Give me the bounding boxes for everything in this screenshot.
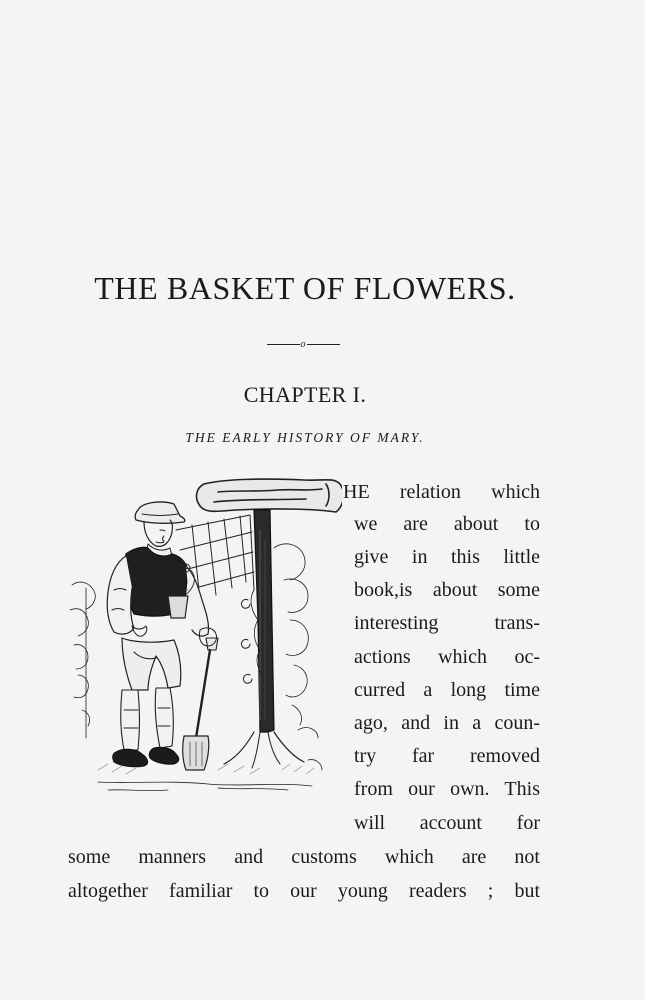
text-line-8: ago, and in a coun- bbox=[354, 712, 540, 734]
chapter-heading: CHAPTER I. bbox=[243, 382, 367, 407]
divider-line-left bbox=[267, 344, 300, 345]
text-line-11: will account for bbox=[354, 812, 540, 834]
text-line-7: curred a long time bbox=[354, 679, 540, 701]
divider-mark: o bbox=[300, 339, 306, 350]
text-line-3: give in this little bbox=[354, 546, 540, 568]
text-line-6: actions which oc- bbox=[354, 646, 540, 668]
text-line-5: interesting trans- bbox=[354, 612, 540, 634]
gardener-illustration bbox=[68, 470, 342, 815]
title-divider-ornament bbox=[264, 336, 342, 352]
gardener-with-spade-icon bbox=[68, 470, 342, 815]
text-line-13: altogether familiar to our young readers ; but bbox=[68, 880, 540, 902]
divider-line-right bbox=[307, 344, 340, 345]
text-line-12: some manners and customs which are not bbox=[68, 846, 540, 868]
text-line-1: HE relation which bbox=[343, 481, 540, 503]
text-line-9: try far removed bbox=[354, 745, 540, 767]
text-line-2: we are about to bbox=[354, 513, 540, 535]
text-line-10: from our own. This bbox=[354, 778, 540, 800]
book-title: THE BASKET OF FLOWERS. bbox=[94, 270, 516, 306]
text-line-4: book,is about some bbox=[354, 579, 540, 601]
chapter-subtitle: THE EARLY HISTORY OF MARY. bbox=[185, 430, 425, 445]
